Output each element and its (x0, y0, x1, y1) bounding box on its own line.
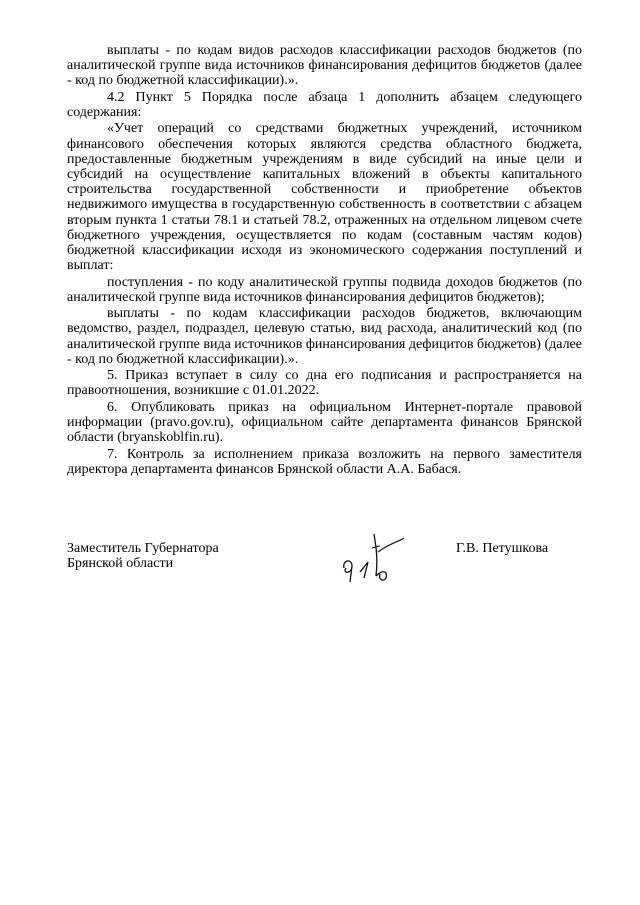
paragraph-payments-classification: выплаты - по кодам классификации расходов бюджетов, включающим ведомство, раздел, подраздел, целевую статью, вид расхода, аналитический код (по аналитической группе вида источников финансирования дефицитов бюджетов) (далее - код по бюджетной классификации).». (67, 306, 582, 367)
paragraph-quote-accounting: «Учет операций со средствами бюджетных учреждений, источником финансового обеспечения которых являются средства областного бюджета, предоставленные бюджетным учреждениям в виде субсидий на иные цели и субсидий на осуществление капитальных вложений в объекты капитального строительства государственной собственности и приобретение объектов недвижимого имущества в государственную собственность в соответствии с абзацем вторым пункта 1 статьи 78.1 и статьей 78.2, отраженных на отдельном лицевом счете бюджетного учреждения, осуществляется по кодам (составным частям кодов) бюджетной классификации исходя из экономического содержания поступлений и выплат: (67, 121, 582, 274)
paragraph-receipts: поступления - по коду аналитической группы подвида доходов бюджетов (по аналитической группе вида источников финансирования дефицитов бюджетов); (67, 274, 582, 305)
paragraph-4-2: 4.2 Пункт 5 Порядка после абзаца 1 дополнить абзацем следующего содержания: (67, 89, 582, 120)
signatory-name: Г.В. Петушкова (456, 541, 549, 556)
document-body (67, 43, 582, 478)
paragraph-6-publish: 6. Опубликовать приказ на официальном Интернет-портале правовой информации (pravo.gov.ru), официальном сайте департамента финансов Брянской области (bryanskoblfin.ru). (67, 399, 582, 446)
signatory-position-line2: Брянской области (67, 556, 174, 572)
signatory-position-line1: Заместитель Губернатора (67, 541, 219, 556)
signatory-position (67, 541, 287, 571)
paragraph-payments-codes: выплаты - по кодам видов расходов классификации расходов бюджетов (по аналитической группе вида источников финансирования дефицитов бюджетов (далее - код по бюджетной классификации).». (67, 43, 582, 89)
paragraph-5-effect: 5. Приказ вступает в силу со дна его подписания и распространяется на правоотношения, возникшие с 01.01.2022. (67, 368, 582, 399)
paragraph-7-control: 7. Контроль за исполнением приказа возложить на первого заместителя директора департамента финансов Брянской области А.А. Бабася. (67, 446, 582, 477)
handwritten-signature (338, 528, 408, 586)
